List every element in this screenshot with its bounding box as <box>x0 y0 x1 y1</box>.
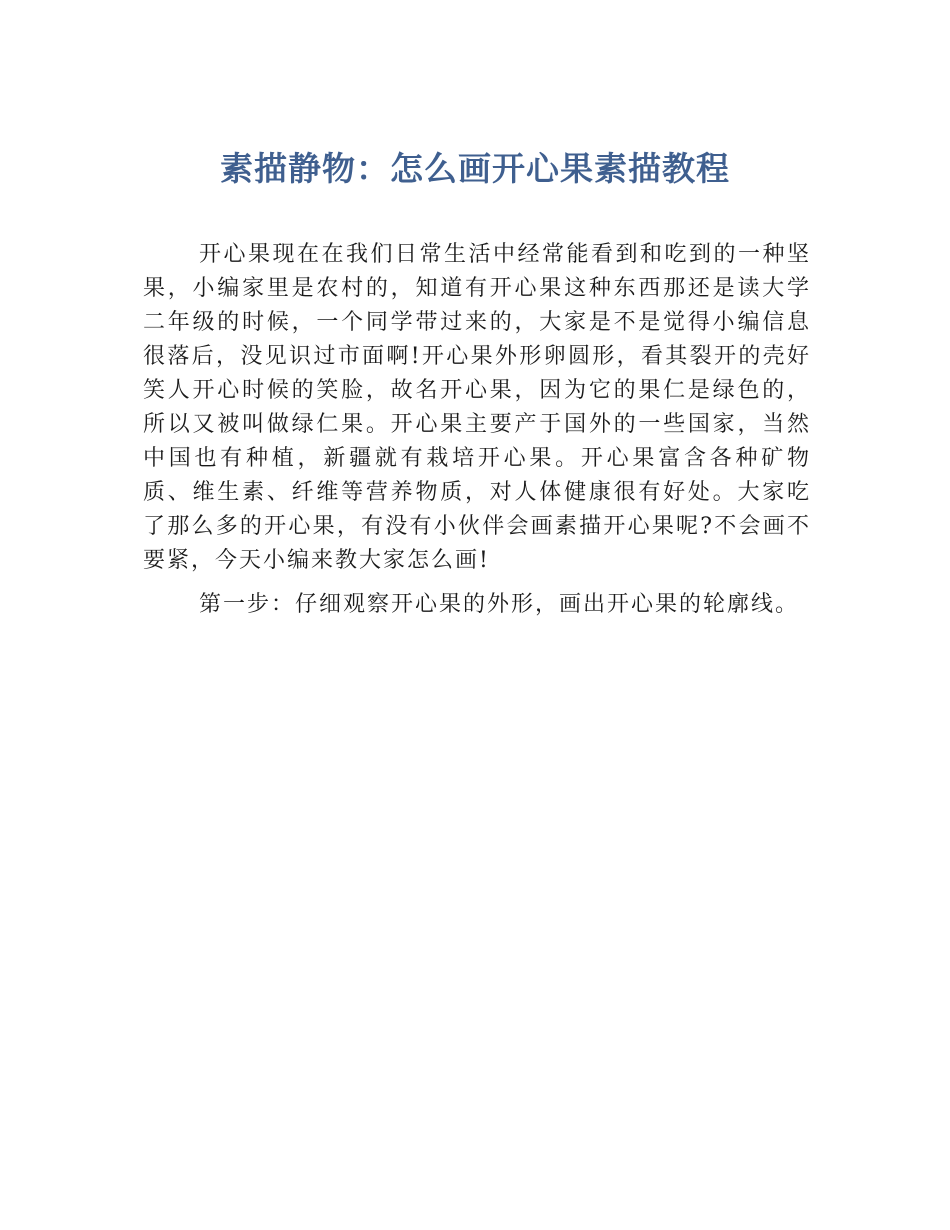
document-body <box>143 238 811 632</box>
step-one-paragraph: 第一步：仔细观察开心果的外形，画出开心果的轮廓线。 <box>199 592 800 617</box>
intro-paragraph: 开心果现在在我们日常生活中经常能看到和吃到的一种坚果，小编家里是农村的，知道有开心果这种东西那还是读大学二年级的时候，一个同学带过来的，大家是不是觉得小编信息很落后，没见识过市面啊!开心果外形卵圆形，看其裂开的壳好笑人开心时候的笑脸，故名开心果，因为它的果仁是绿色的，所以又被叫做绿仁果。开心果主要产于国外的一些国家，当然中国也有种植，新疆就有栽培开心果。开心果富含各种矿物质、维生素、纤维等营养物质，对人体健康很有好处。大家吃了那么多的开心果，有没有小伙伴会画素描开心果呢?不会画不要紧，今天小编来教大家怎么画! <box>143 242 811 573</box>
document-title: 素描静物：怎么画开心果素描教程 <box>220 149 730 188</box>
